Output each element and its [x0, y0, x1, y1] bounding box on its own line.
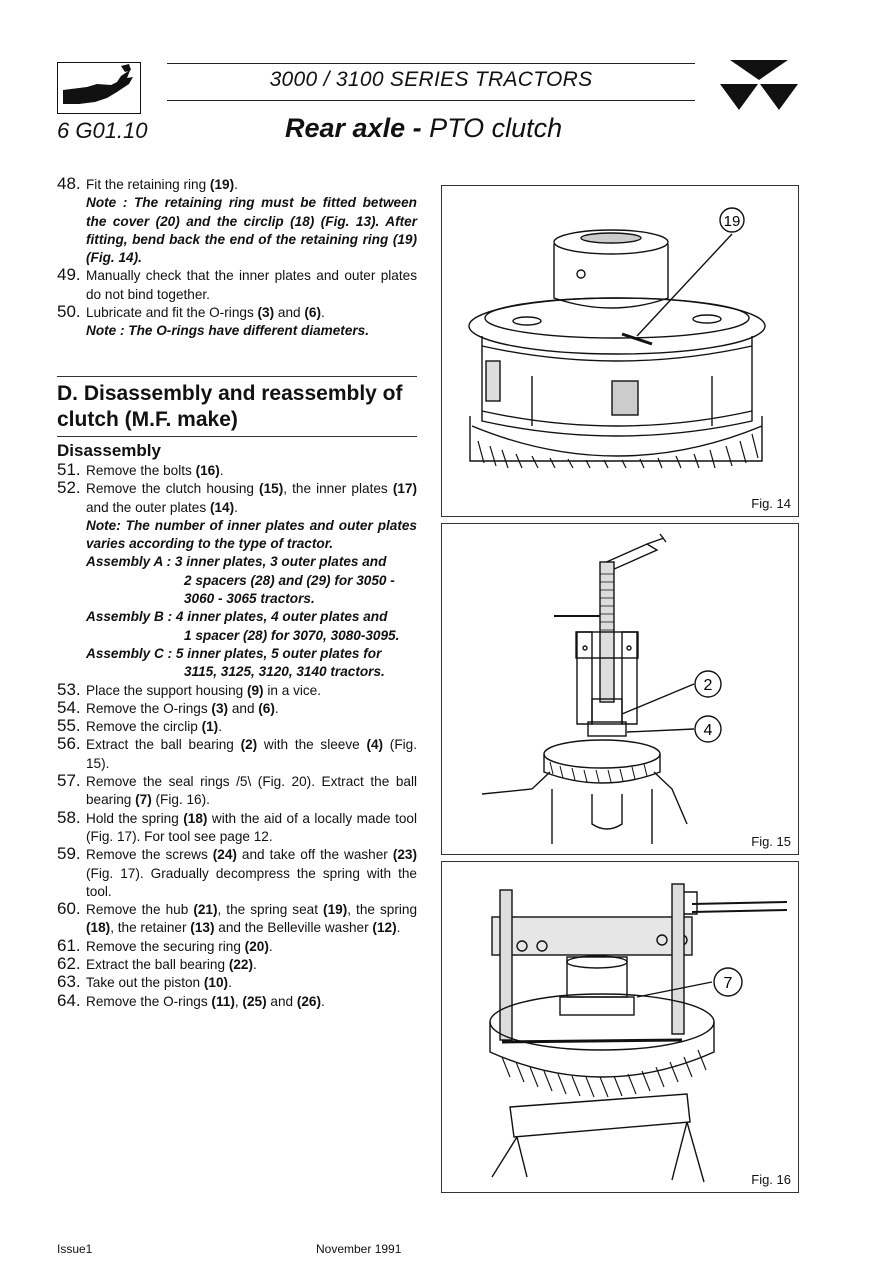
figure-14	[441, 185, 799, 517]
step-54: 54. Remove the O-rings (3) and (6).	[57, 697, 279, 717]
section-d-heading: D. Disassembly and reassembly of clutch (M.F. make)	[57, 381, 403, 431]
step-52: 52. Remove the clutch housing (15), the inner plates (17) and the outer plates (14).	[57, 478, 417, 515]
service-manual-wrench-logo	[57, 62, 141, 114]
figure-14-drawing	[442, 186, 798, 516]
footer-issue: Issue1	[57, 1242, 93, 1256]
header-rule-top	[167, 63, 695, 64]
step-50: 50. Lubricate and fit the O-rings (3) and (6).	[57, 302, 325, 322]
step-57: 57. Remove the seal rings /5\ (Fig. 20). Extract the ball bearing (7) (Fig. 16).	[57, 771, 417, 808]
note-52: Note: The number of inner plates and outer plates varies according to the type of tractor.	[86, 517, 417, 552]
section-title-bold: Rear axle -	[285, 113, 422, 143]
step-55: 55. Remove the circlip (1).	[57, 716, 222, 736]
figure-16-drawing	[442, 862, 798, 1192]
step-49: 49. Manually check that the inner plates and outer plates do not bind together.	[57, 265, 417, 302]
header-rule-bottom	[167, 100, 695, 101]
assembly-b: Assembly B : 4 inner plates, 4 outer plates and 1 spacer (28) for 3070, 3080-3095.	[86, 609, 400, 643]
callout-4: 4	[703, 722, 713, 739]
step-59: 59. Remove the screws (24) and take off the washer (23) (Fig. 17). Gradually decompress the spring with the tool.	[57, 844, 418, 899]
callout-7: 7	[723, 975, 733, 992]
step-62: 62. Extract the ball bearing (22).	[57, 953, 257, 973]
section-title-rest: PTO clutch	[421, 113, 563, 143]
figure-16	[441, 861, 799, 1193]
figure-14-label: Fig. 14	[751, 496, 791, 511]
section-title	[285, 113, 562, 144]
instruction-column	[57, 176, 417, 1011]
step-58: 58. Hold the spring (18) with the aid of a locally made tool (Fig. 17). For tool see page 12.	[57, 807, 417, 844]
step-63: 63. Take out the piston (10).	[57, 972, 232, 992]
step-51: 51. Remove the bolts (16).	[57, 459, 224, 479]
section-rule-bottom	[57, 436, 417, 437]
callout-2: 2	[703, 677, 713, 694]
step-56: 56. Extract the ball bearing (2) with the sleeve (4) (Fig. 15).	[57, 734, 417, 771]
step-64: 64. Remove the O-rings (11), (25) and (26).	[57, 990, 325, 1010]
massey-ferguson-triple-triangle-logo	[720, 58, 798, 118]
page-code: 6 G01.10	[57, 118, 148, 143]
step-48: 48. Fit the retaining ring (19).	[57, 174, 238, 193]
figure-16-label: Fig. 16	[751, 1172, 791, 1187]
series-title: 3000 / 3100 SERIES TRACTORS	[269, 68, 593, 91]
note-48: Note : The retaining ring must be fitted between the cover (20) and the circlip (18) (Fig. 13). After fitting, bend back the end of the retaining ring (19) (Fig. 14).	[86, 195, 417, 266]
section-rule-top	[57, 376, 417, 377]
figure-15-drawing	[442, 524, 798, 854]
step-61: 61. Remove the securing ring (20).	[57, 935, 273, 955]
callout-19: 19	[723, 213, 741, 230]
assembly-a: Assembly A : 3 inner plates, 3 outer plates and 2 spacers (28) and (29) for 3050 - 3060 - 3065 tractors.	[86, 554, 395, 607]
note-50: Note : The O-rings have different diameters.	[86, 323, 370, 339]
step-60: 60. Remove the hub (21), the spring seat (19), the spring (18), the retainer (13) and the Belleville washer (12).	[57, 899, 418, 936]
step-53: 53. Place the support housing (9) in a vice.	[57, 679, 322, 699]
figure-15-label: Fig. 15	[751, 834, 791, 849]
assembly-c: Assembly C : 5 inner plates, 5 outer plates for 3115, 3125, 3120, 3140 tractors.	[86, 645, 385, 680]
disassembly-heading: Disassembly	[57, 440, 161, 460]
figure-15	[441, 523, 799, 855]
footer-date: November 1991	[316, 1242, 402, 1256]
